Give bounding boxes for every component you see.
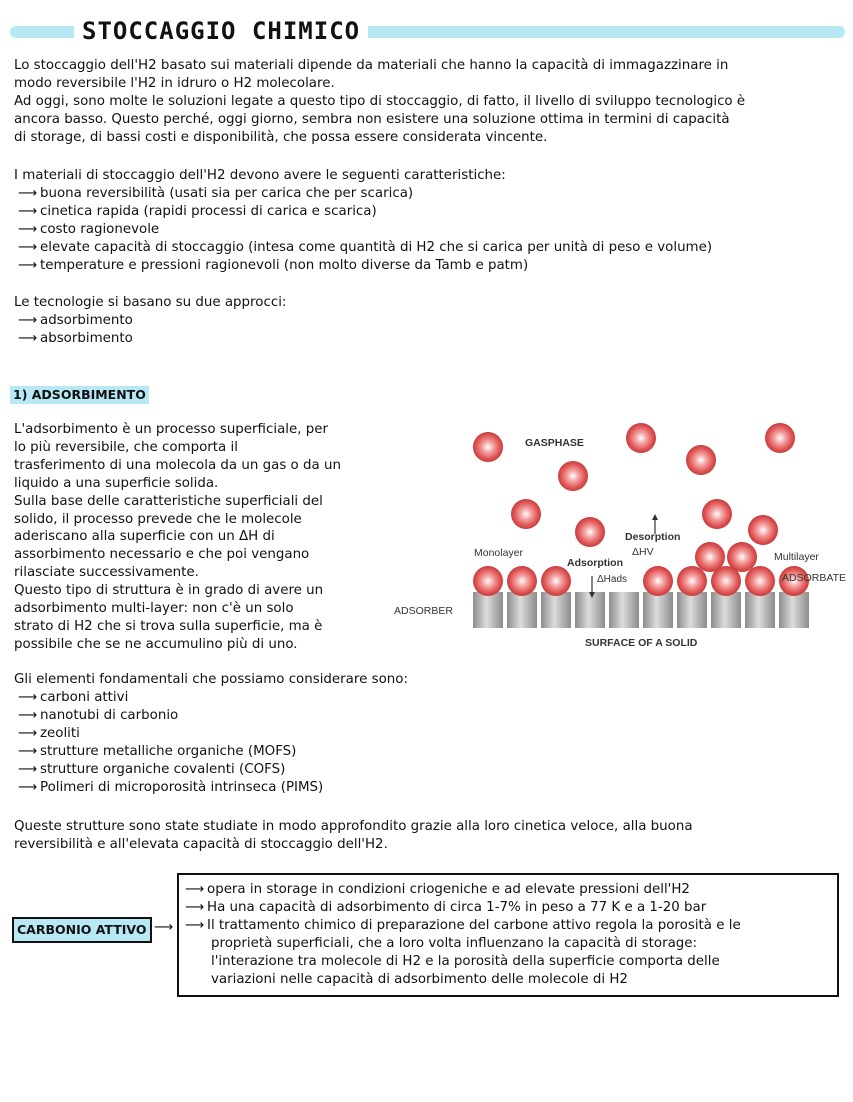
label-multilayer: Multilayer [774,551,819,563]
arrow-icon: ⟶ [18,744,38,759]
text-line: Queste strutture sono state studiate in modo approfondito grazie alla loro cinetica veloce, alla buona [14,819,693,834]
list-item [14,707,840,725]
list-item [14,203,840,221]
arrow-icon: ⟶ [18,690,38,705]
list-item [14,221,840,239]
list-item [185,881,741,899]
list-item-text: absorbimento [40,331,133,346]
text-line: possibile che se ne accumulino più di uno. [14,636,298,652]
arrow-icon: ⟶ [18,204,38,219]
carbonio-attivo-box [177,873,839,997]
label-surface: SURFACE OF A SOLID [585,637,698,649]
list-item [14,779,840,797]
approaches-heading: Le tecnologie si basano su due approcci: [14,295,287,310]
studied-paragraph [14,818,840,854]
text-line: assorbimento necessario e che poi vengano [14,547,310,563]
text-line: Sulla base delle caratteristiche superficiali del [14,493,323,509]
list-item [14,725,840,743]
list-item-text: costo ragionevole [40,222,160,237]
list-item-text: strutture organiche covalenti (COFS) [40,762,286,777]
arrow-icon: ⟶ [18,708,38,723]
arrow-icon: ⟶ [18,258,38,273]
molecule-balls [473,423,809,596]
arrow-icon: ⟶ [18,780,38,795]
list-item-text: nanotubi di carbonio [40,708,179,723]
label-adsorber: ADSORBER [394,605,453,617]
adsorption-diagram [390,416,850,656]
intro-line: di storage, di bassi costi e disponibilità, che possa essere considerata vincente. [14,130,548,145]
features-list [14,167,840,275]
arrow-icon: ⟶ [18,313,38,328]
text-line: reversibilità e all'elevata capacità di stoccaggio dell'H2. [14,837,388,852]
list-item-text: carboni attivi [40,690,129,705]
arrow-icon: ⟶ [154,920,174,935]
carbonio-attivo-label: CARBONIO ATTIVO [12,917,152,943]
list-item-text: adsorbimento [40,313,133,328]
arrow-icon: ⟶ [18,762,38,777]
label-gasphase: GASPHASE [525,437,584,449]
text-line: adsorbimento multi-layer: non c'è un solo [14,601,294,617]
text-line: strato di H2 che si trova sulla superficie, ma è [14,618,323,634]
approaches-list [14,294,840,348]
label-delta-hv: ΔHV [632,546,654,558]
adsorption-description [14,421,386,654]
solid-surface [473,592,809,628]
elements-list [14,671,840,797]
text-line: solido, il processo prevede che le molecole [14,511,302,527]
list-item [14,312,840,330]
label-delta-hads: ΔHads [597,574,628,585]
elements-heading: Gli elementi fondamentali che possiamo considerare sono: [14,672,408,687]
intro-line: Ad oggi, sono molte le soluzioni legate a questo tipo di stoccaggio, di fatto, il livello di sviluppo tecnologico è [14,94,746,109]
list-item [14,330,840,348]
list-item-text: temperature e pressioni ragionevoli (non molto diverse da Tamb e patm) [40,258,529,273]
list-item [185,899,741,917]
text-line: rilasciate successivamente. [14,565,199,581]
text-line: variazioni nelle capacità di adsorbimento delle molecole di H2 [211,972,628,987]
list-item-text: strutture metalliche organiche (MOFS) [40,744,297,759]
intro-paragraph [14,57,840,147]
arrow-icon: ⟶ [18,186,38,201]
label-adsorption: Adsorption [567,557,623,569]
list-item [14,257,840,275]
list-item-text: buona reversibilità (usati sia per carica che per scarica) [40,186,414,201]
intro-line: modo reversibile l'H2 in idruro o H2 molecolare. [14,76,335,91]
list-item-text: elevate capacità di stoccaggio (intesa come quantità di H2 che si carica per unità di peso e volume) [40,240,713,255]
list-item [14,185,840,203]
intro-line: Lo stoccaggio dell'H2 basato sui materiali dipende da materiali che hanno la capacità di immagazzinare in [14,58,729,73]
arrow-icon: ⟶ [185,918,205,933]
arrow-icon: ⟶ [18,726,38,741]
text-line: lo più reversibile, che comporta il [14,439,238,455]
list-item-text: zeoliti [40,726,80,741]
section-heading-adsorbimento: 1) ADSORBIMENTO [10,386,149,404]
list-item-text: Il trattamento chimico di preparazione del carbone attivo regola la porosità e le [207,918,741,933]
text-line: Questo tipo di struttura è in grado di avere un [14,583,324,599]
list-item [185,917,741,935]
arrow-icon: ⟶ [18,222,38,237]
list-item-text: opera in storage in condizioni criogeniche e ad elevate pressioni dell'H2 [207,882,690,897]
label-adsorbate: ADSORBATE [782,572,846,584]
list-item-text: Polimeri di microporosità intrinseca (PIMS) [40,780,324,795]
list-item [14,761,840,779]
text-line: L'adsorbimento è un processo superficiale, per [14,422,328,437]
list-item [14,743,840,761]
list-item-text: Ha una capacità di adsorbimento di circa 1-7% in peso a 77 K e a 1-20 bar [207,900,707,915]
features-heading: I materiali di stoccaggio dell'H2 devono avere le seguenti caratteristiche: [14,168,506,183]
text-line: aderiscano alla superficie con un ΔH di [14,529,275,545]
arrow-icon: ⟶ [185,900,205,915]
page-title: STOCCAGGIO CHIMICO [74,14,368,48]
list-item [14,689,840,707]
label-monolayer: Monolayer [474,547,524,559]
label-desorption: Desorption [625,531,681,543]
text-line: trasferimento di una molecola da un gas o da un [14,457,341,473]
arrow-icon: ⟶ [18,331,38,346]
text-line: liquido a una superficie solida. [14,475,219,491]
intro-line: ancora basso. Questo perché, oggi giorno, sembra non esistere una soluzione ottima in termini di capacità [14,112,730,127]
list-item [14,239,840,257]
arrow-icon: ⟶ [185,882,205,897]
text-line: l'interazione tra molecole di H2 e la porosità della superficie comporta delle [211,954,720,969]
list-item-text: cinetica rapida (rapidi processi di carica e scarica) [40,204,377,219]
text-line: proprietà superficiali, che a loro volta influenzano la capacità di storage: [211,936,698,951]
arrow-icon: ⟶ [18,240,38,255]
